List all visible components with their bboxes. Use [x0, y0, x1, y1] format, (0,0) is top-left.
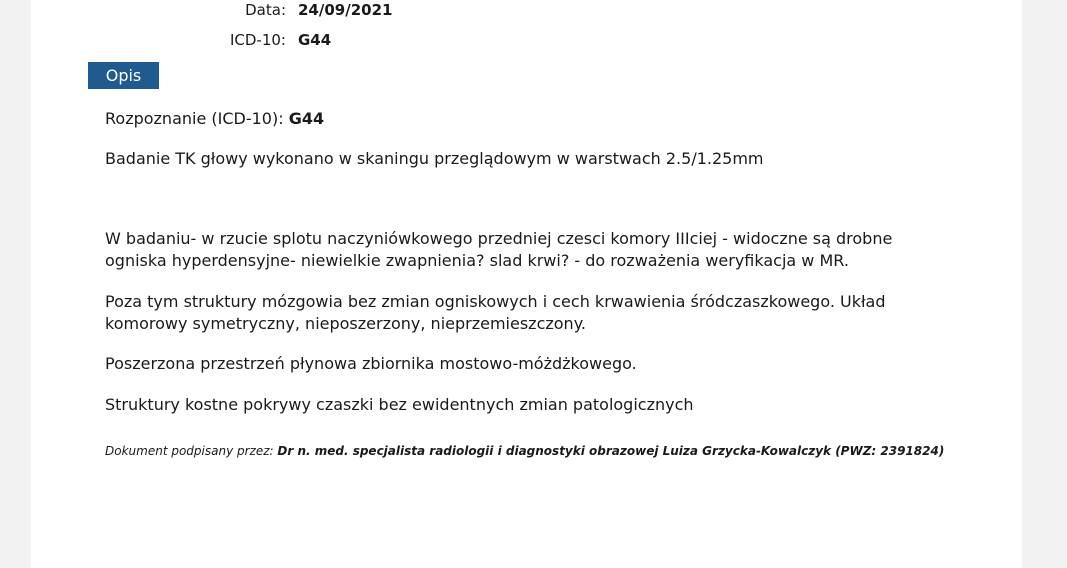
- signature-line: [105, 443, 944, 459]
- report-paragraph: Poszerzona przestrzeń płynowa zbiornika mostowo-móżdżkowego.: [105, 354, 637, 373]
- date-label: Data:: [245, 1, 286, 19]
- report-paragraph: W badaniu- w rzucie splotu naczyniówkowego przedniej czesci komory IIIciej - widoczne są drobne ogniska hyperdensyjne- niewielkie zwapnienia? slad krwi? - do rozważenia weryfikacja w MR.: [105, 229, 893, 270]
- date-value: 24/09/2021: [298, 1, 393, 19]
- icd-value: G44: [298, 31, 332, 49]
- icd-label: ICD-10:: [229, 31, 286, 49]
- signature-value: Dr n. med. specjalista radiologii i diagnostyki obrazowej Luiza Grzycka-Kowalczyk (PWZ: 2391824): [277, 444, 945, 458]
- signature-label: Dokument podpisany przez:: [105, 444, 274, 458]
- report-paragraph: Struktury kostne pokrywy czaszki bez ewidentnych zmian patologicznych: [105, 395, 694, 414]
- exam-description: Badanie TK głowy wykonano w skaningu przeglądowym w warstwach 2.5/1.25mm: [105, 149, 764, 168]
- diagnosis-value: G44: [288, 109, 325, 128]
- section-badge-opis: Opis: [88, 62, 159, 89]
- report-paragraph: Poza tym struktury mózgowia bez zmian ogniskowych i cech krwawienia śródczaszkowego. Układ komorowy symetryczny, nieposzerzony, nieprzemieszczony.: [105, 292, 886, 333]
- diagnosis-line: [105, 108, 324, 130]
- icd-row: [31, 30, 1022, 50]
- report-page: [31, 0, 1022, 568]
- date-row: [31, 0, 1022, 20]
- diagnosis-label: Rozpoznanie (ICD-10):: [105, 109, 284, 128]
